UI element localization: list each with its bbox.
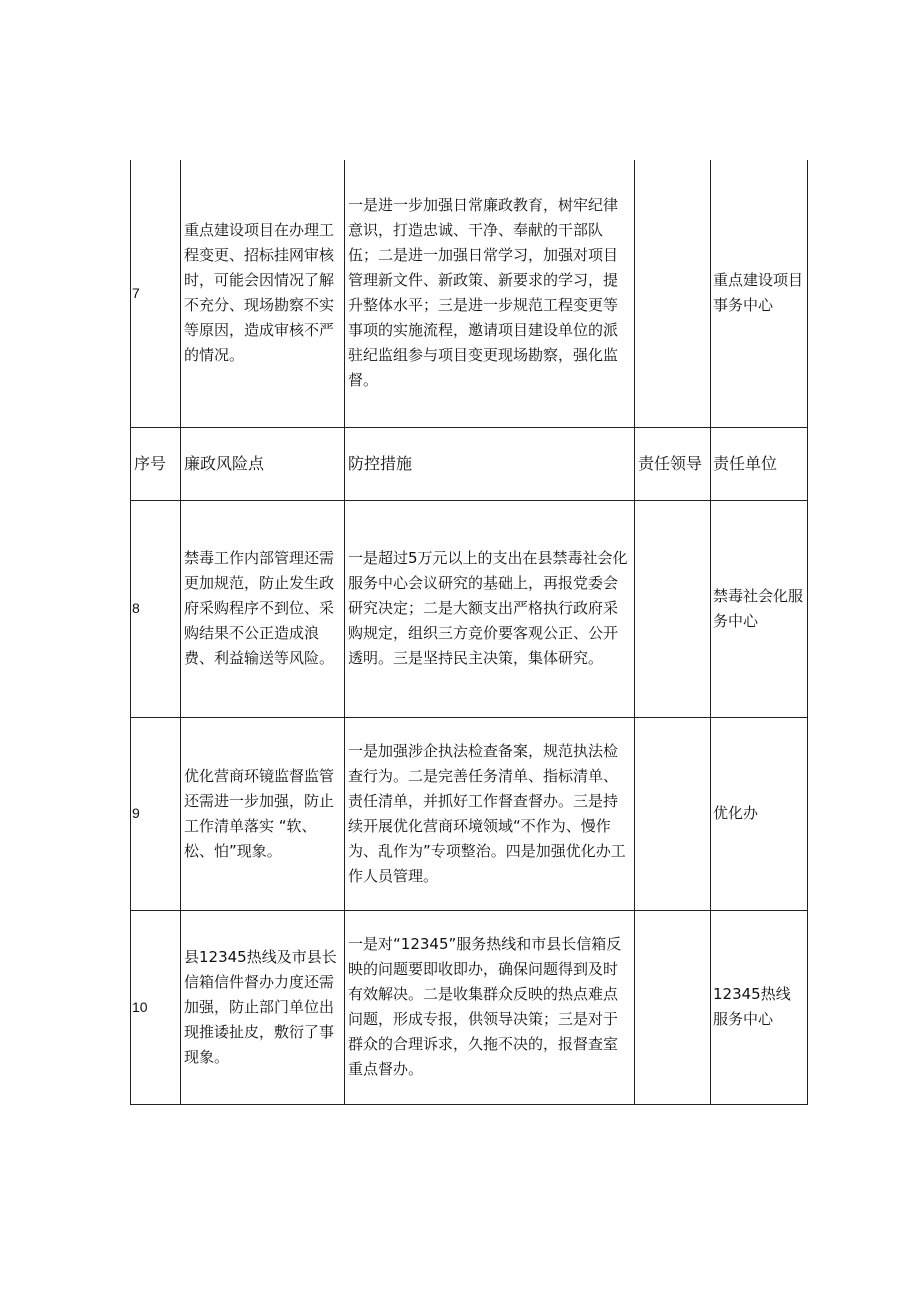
control-measures: 一是对“12345”服务热线和市县长信箱反映的问题要即收即办，确保问题得到及时有效解决。二是收集群众反映的热点难点问题，形成专报，供领导决策；三是对于群众的合理诉求，久拖不决的，报督查室重点督办。	[345, 910, 635, 1104]
risk-control-table	[130, 160, 808, 1105]
header-measures: 防控措施	[345, 427, 635, 500]
table-row	[131, 500, 808, 717]
control-measures: 一是加强涉企执法检查备案，规范执法检查行为。二是完善任务清单、指标清单、责任清单，并抓好工作督查督办。三是持续开展优化营商环境领域“不作为、慢作为、乱作为”专项整治。四是加强优化办工作人员管理。	[345, 717, 635, 910]
table-row	[131, 717, 808, 910]
risk-point: 优化营商环镜监督监管还需进一步加强，防止工作清单落实 “软、松、怕”现象。	[181, 717, 345, 910]
table-row	[131, 910, 808, 1104]
row-number: 8	[131, 500, 181, 717]
responsible-unit: 重点建设项目事务中心	[711, 160, 808, 427]
row-number: 10	[131, 910, 181, 1104]
responsible-leader	[635, 160, 711, 427]
table-header-row	[131, 427, 808, 500]
responsible-unit: 优化办	[711, 717, 808, 910]
table-row	[131, 160, 808, 427]
responsible-unit: 12345热线服务中心	[711, 910, 808, 1104]
header-unit: 责任单位	[711, 427, 808, 500]
responsible-leader	[635, 500, 711, 717]
responsible-leader	[635, 910, 711, 1104]
risk-point: 县12345热线及市县长信箱信件督办力度还需加强，防止部门单位出现推诿扯皮，敷衍了事现象。	[181, 910, 345, 1104]
header-number: 序号	[131, 427, 181, 500]
responsible-leader	[635, 717, 711, 910]
risk-point: 重点建设项目在办理工程变更、招标挂网审核时，可能会因情况了解不充分、现场勘察不实等原因，造成审核不严的情况。	[181, 160, 345, 427]
header-risk: 廉政风险点	[181, 427, 345, 500]
row-number: 7	[131, 160, 181, 427]
control-measures: 一是进一步加强日常廉政教育，树牢纪律意识，打造忠诚、干净、奉献的干部队伍；二是进一加强日常学习，加强对项目管理新文件、新政策、新要求的学习，提升整体水平；三是进一步规范工程变更等事项的实施流程，邀请项目建设单位的派驻纪监组参与项目变更现场勘察，强化监督。	[345, 160, 635, 427]
risk-point: 禁毒工作内部管理还需更加规范，防止发生政府采购程序不到位、采购结果不公正造成浪费、利益输送等风险。	[181, 500, 345, 717]
responsible-unit: 禁毒社会化服务中心	[711, 500, 808, 717]
header-leader: 责任领导	[635, 427, 711, 500]
control-measures: 一是超过5万元以上的支出在县禁毒社会化服务中心会议研究的基础上，再报党委会研究决定；二是大额支出严格执行政府采购规定，组织三方竞价要客观公正、公开透明。三是坚持民主决策，集体研究。	[345, 500, 635, 717]
row-number: 9	[131, 717, 181, 910]
